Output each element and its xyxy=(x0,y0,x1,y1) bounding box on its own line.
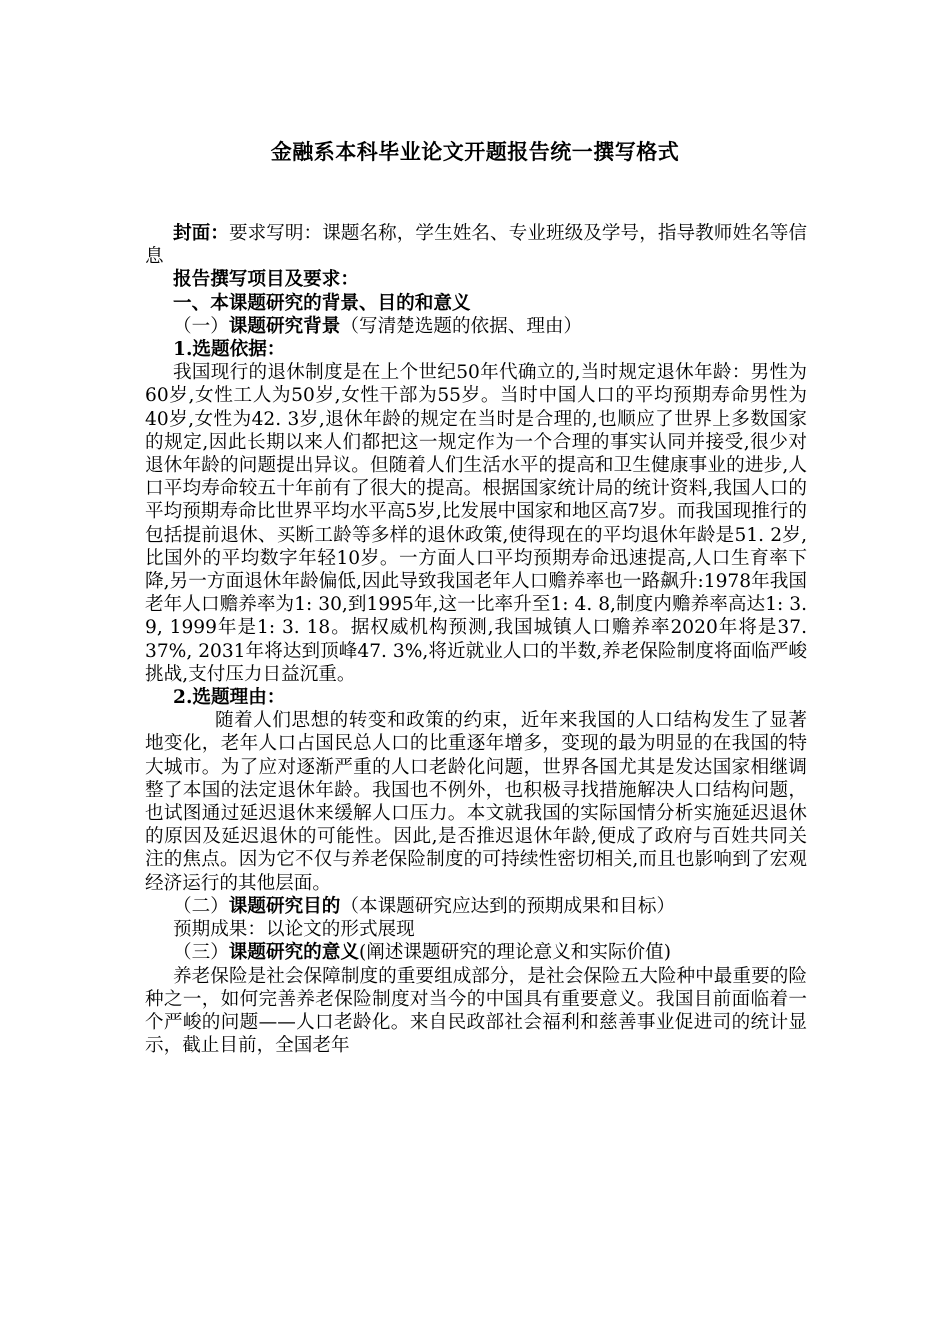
purpose-title: 课题研究目的 xyxy=(228,895,341,917)
page-title: 金融系本科毕业论文开题报告统一撰写格式 xyxy=(270,140,680,164)
basis-heading: 1.选题依据： xyxy=(173,339,286,361)
basis-paragraph: 我国现行的退休制度是在上个世纪50年代确立的,当时规定退休年龄：男性为60岁,女性工人为50岁,女性干部为55岁。当时中国人口的平均预期寿命男性为40岁,女性为42. 3岁,退休年龄的规定在当时是合理的,也顺应了世界上多数国家的规定,因此长期以来人们都把这一规定作为一个合理的事实认同并接受,很少对退休年龄的问题提出异议。但随着人们生活水平的提高和卫生健康事业的进步,人口平均寿命较五十年前有了很大的提高。根据国家统计局的统计资料,我国人口的平均预期寿命比世界平均水平高5岁,比发展中国家和地区高7岁。而我国现推行的包括提前退休、买断工龄等多样的退休政策,使得现在的平均退休年龄是51. 2岁,比国外的平均数字年轻10岁。一方面人口平均预期寿命迅速提高,人口生育率下降,另一方面退休年龄偏低,因此导致我国老年人口赡养率也一路飙升:1978年我国老年人口赡养率为1: 30,到1995年,这一比率升至1: 4. 8,制度内赡养率高达1: 3. 9, 1999年是1: 3. 18。据权威机构预测,我国城镇人口赡养率2020年将是37. 37%, 2031年将达到顶峰47. 3%,将近就业人口的半数,养老保险制度将面临严峻挑战,支付压力日益沉重。 xyxy=(145,362,807,685)
section1-heading: 一、本课题研究的背景、目的和意义 xyxy=(173,292,471,314)
purpose-paragraph: 预期成果：以论文的形式展现 xyxy=(173,919,415,941)
document-body xyxy=(145,222,807,1057)
significance-num: （三） xyxy=(173,942,229,964)
significance-title: 课题研究的意义 xyxy=(228,942,359,964)
significance-paragraph: 养老保险是社会保障制度的重要组成部分，是社会保险五大险种中最重要的险种之一，如何完善养老保险制度对当今的中国具有重要意义。我国目前面临着一个严峻的问题——人口老龄化。来自民政部社会福利和慈善事业促进司的统计显示，截止目前，全国老年 xyxy=(145,965,807,1057)
significance-heading xyxy=(145,941,807,964)
reason-paragraph: 随着人们思想的转变和政策的约束，近年来我国的人口结构发生了显著地变化，老年人口占国民总人口的比重逐年增多，变现的最为明显的在我国的特大城市。为了应对逐渐严重的人口老龄化问题，世界各国尤其是发达国家相继调整了本国的法定退休年龄。我国也不例外，也积极寻找措施解决人口结构问题，也试图通过延迟退休来缓解人口压力。本文就我国的实际国情分析实施延迟退休的原因及延迟退休的可能性。因此,是否推迟退休年龄,便成了政府与百姓共同关注的焦点。因为它不仅与养老保险制度的可持续性密切相关,而且也影响到了宏观经济运行的其他层面。 xyxy=(145,710,807,894)
background-num: （一） xyxy=(173,315,229,337)
significance-note: (阐述课题研究的理论意义和实际价值) xyxy=(358,942,671,964)
background-title: 课题研究背景 xyxy=(228,315,341,337)
cover-label: 封面： xyxy=(173,223,229,244)
cover-text: 要求写明：课题名称，学生姓名、专业班级及学号，指导教师姓名等信息 xyxy=(145,223,807,268)
items-heading: 报告撰写项目及要求： xyxy=(173,269,359,291)
purpose-heading xyxy=(145,895,807,918)
purpose-note: （本课题研究应达到的预期成果和目标） xyxy=(340,895,676,917)
reason-heading: 2.选题理由： xyxy=(173,687,286,709)
background-heading xyxy=(145,315,807,338)
background-note: （写清楚选题的依据、理由） xyxy=(340,315,583,337)
purpose-num: （二） xyxy=(173,895,229,917)
cover-paragraph xyxy=(145,222,807,268)
